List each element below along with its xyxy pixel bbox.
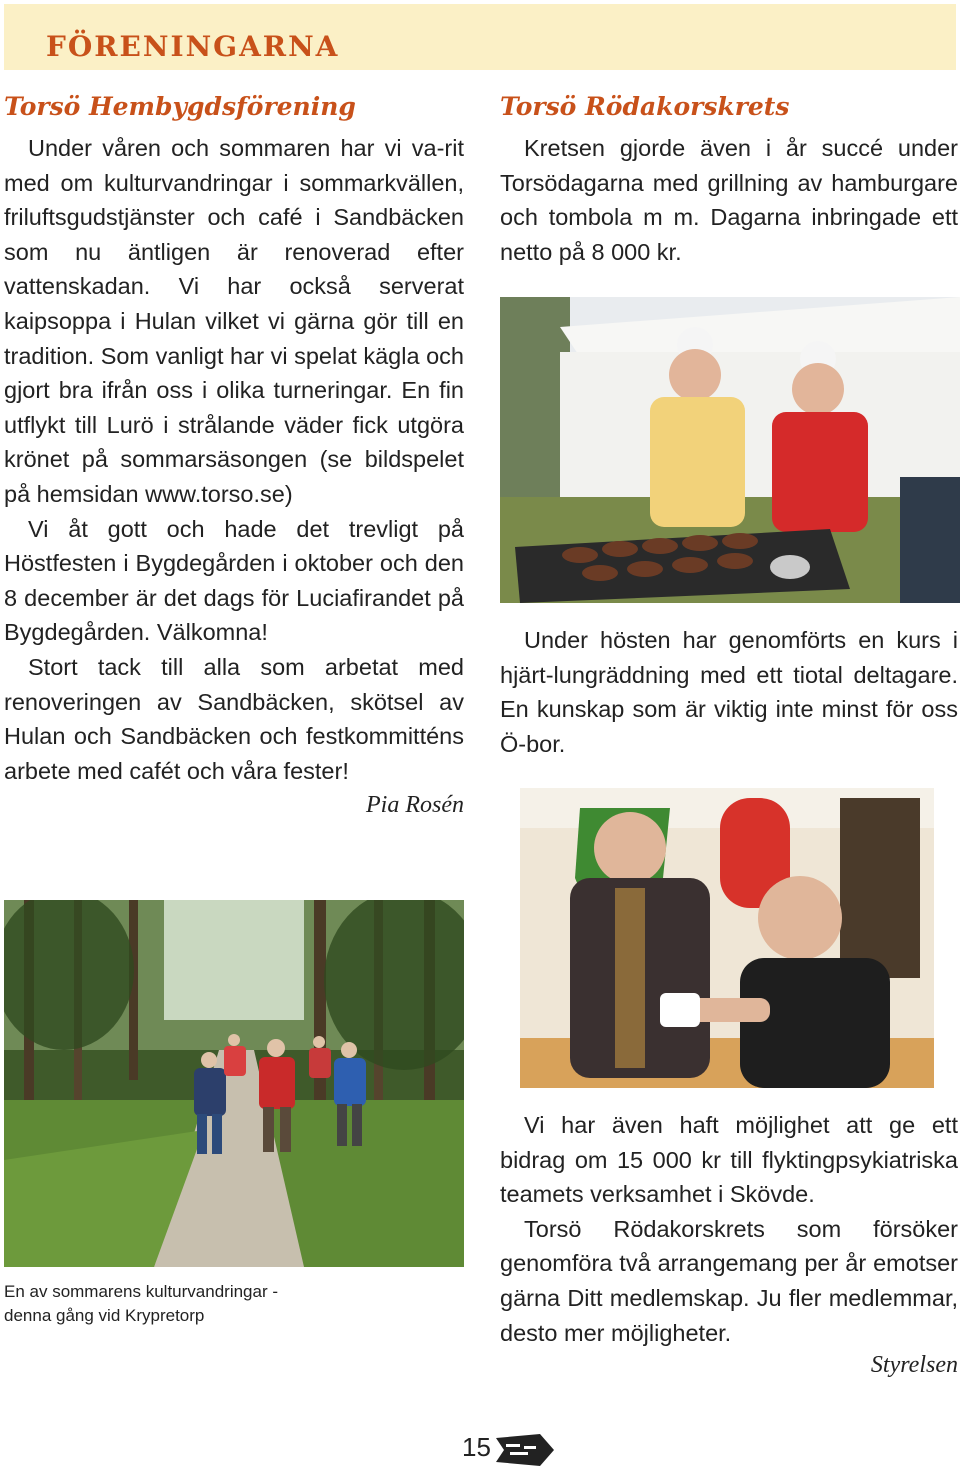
rodakorskrets-article-top xyxy=(500,92,958,269)
rodakorskrets-paragraph-1: Kretsen gjorde även i år succé under Torsödagarna med grillning av hamburgare och tombola m m. Dagarna inbringade ett netto på 8 000 kr. xyxy=(500,135,958,265)
cpr-course-illustration xyxy=(520,788,934,1088)
hembygdsforening-paragraph-2: Vi åt gott och hade det trevligt på Höstfesten i Bygdegården i oktober och den 8 december är det dags för Luciafirandet på Bygdegården. Välkomna! xyxy=(4,515,464,646)
grill-illustration xyxy=(500,297,960,603)
rodakorskrets-signature: Styrelsen xyxy=(870,1352,958,1379)
hembygdsforening-paragraph-3: Stort tack till alla som arbetat med renoveringen av Sandbäcken, skötsel av Hulan och Sandbäcken och festkommitténs arbete med cafét och våra fester! xyxy=(4,653,464,784)
forest-walk-illustration xyxy=(4,900,464,1267)
grill-photo xyxy=(500,297,960,603)
hembygdsforening-heading: Torsö Hembygdsförening xyxy=(4,92,356,121)
forest-walk-caption: En av sommarens kulturvandringar - denna gång vid Krypretorp xyxy=(4,1282,279,1325)
page-number: 15 xyxy=(462,1432,491,1462)
hembygdsforening-paragraph-1: Under våren och sommaren har vi va-rit med om kulturvandringar i sommarkvällen, friluftsgudstjänster och café i Sandbäcken som nu äntligen är renoverad efter vattenskadan. Vi har också serverat kaipsoppa i Hulan vilket vi gärna gör till en tradition. Som vanligt har vi spelat kägla och gjort bra ifrån oss i olika turneringar. En fin utflykt till Lurö i strålande väder fick utgöra krönet på sommarsäsongen (se bildspelet på hemsidan www.torso.se) xyxy=(4,135,464,507)
rodakorskrets-paragraph-3: Vi har även haft möjlighet att ge ett bidrag om 15 000 kr till flyktingpsykiatriska teamets verksamhet i Skövde. xyxy=(500,1112,958,1208)
rodakorskrets-heading: Torsö Rödakorskrets xyxy=(500,92,790,121)
rodakorskrets-paragraph-4: Torsö Rödakorskrets som försöker genomföra två arrangemang per år emotser gärna Ditt medlemskap. Ju fler medlemmar, desto mer möjligheter. xyxy=(500,1215,958,1346)
rodakorskrets-paragraph-2: Under hösten har genomförts en kurs i hjärt-lungräddning med ett tiotal deltagare. En kunskap som är viktig inte minst för oss Ö-bor. xyxy=(500,627,958,757)
header-band xyxy=(4,4,956,70)
hembygdsforening-article xyxy=(4,92,464,819)
page-arrow-icon xyxy=(496,1432,554,1473)
rodakorskrets-article-bottom xyxy=(500,1108,958,1379)
cpr-course-photo xyxy=(520,788,934,1088)
page-title: FÖRENINGARNA xyxy=(46,30,340,63)
hembygdsforening-signature: Pia Rosén xyxy=(366,792,464,819)
forest-walk-photo xyxy=(4,900,464,1267)
